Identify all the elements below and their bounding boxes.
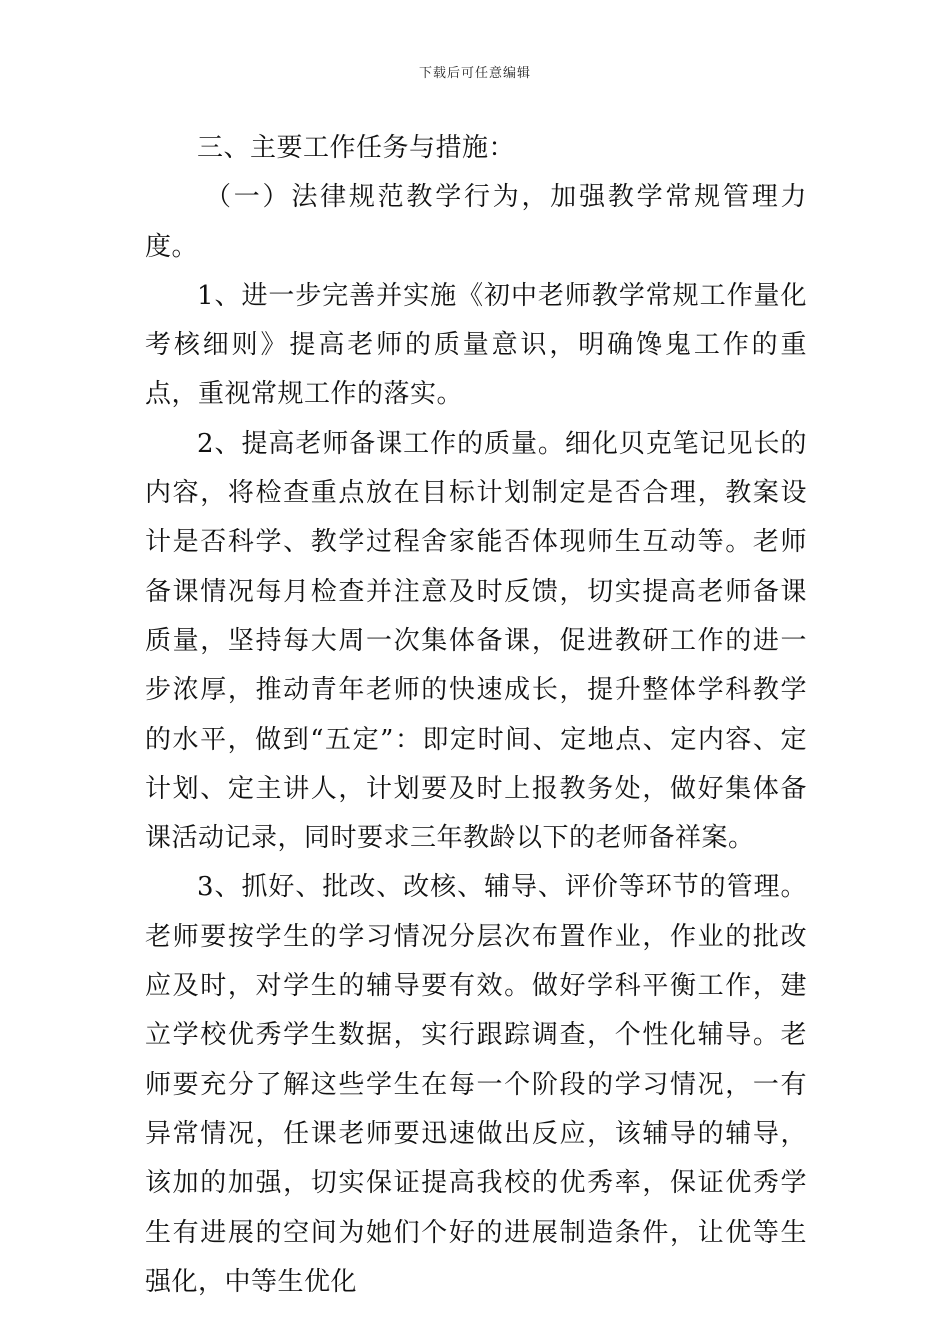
- page-header-note: 下载后可任意编辑: [418, 66, 531, 81]
- paragraph-1: 1、进一步完善并实施《初中老师教学常规工作量化考核细则》提高老师的质量意识，明确馋鬼工作的重点，重视常规工作的落实。: [145, 280, 807, 410]
- paragraph-3: 3、抓好、批改、改核、辅导、评价等环节的管理。老师要按学生的学习情况分层次布置作业，作业的批改应及时，对学生的辅导要有效。做好学科平衡工作，建立学校优秀学生数据，实行跟踪调查，个性化辅导。老师要充分了解这些学生在每一个阶段的学习情况，一有异常情况，任课老师要迅速做出反应，该辅导的辅导，该加的加强，切实保证提高我校的优秀率，保证优秀学生有进展的空间为她们个好的进展制造条件，让优等生强化，中等生优化: [145, 872, 807, 1297]
- section-heading: 三、主要工作任务与措施：: [197, 133, 516, 163]
- paragraph-2: 2、提高老师备课工作的质量。细化贝克笔记见长的内容，将检查重点放在目标计划制定是否合理，教案设计是否科学、教学过程舍家能否体现师生互动等。老师备课情况每月检查并注意及时反馈，切实提高老师备课质量，坚持每大周一次集体备课，促进教研工作的进一步浓厚，推动青年老师的快速成长，提升整体学科教学的水平，做到“五定”：即定时间、定地点、定内容、定计划、定主讲人，计划要及时上报教务处，做好集体备课活动记录，同时要求三年教龄以下的老师备祥案。: [145, 428, 807, 854]
- subsection-heading: （一）法律规范教学行为，加强教学常规管理力度。: [145, 182, 807, 262]
- document-body: [145, 124, 807, 1307]
